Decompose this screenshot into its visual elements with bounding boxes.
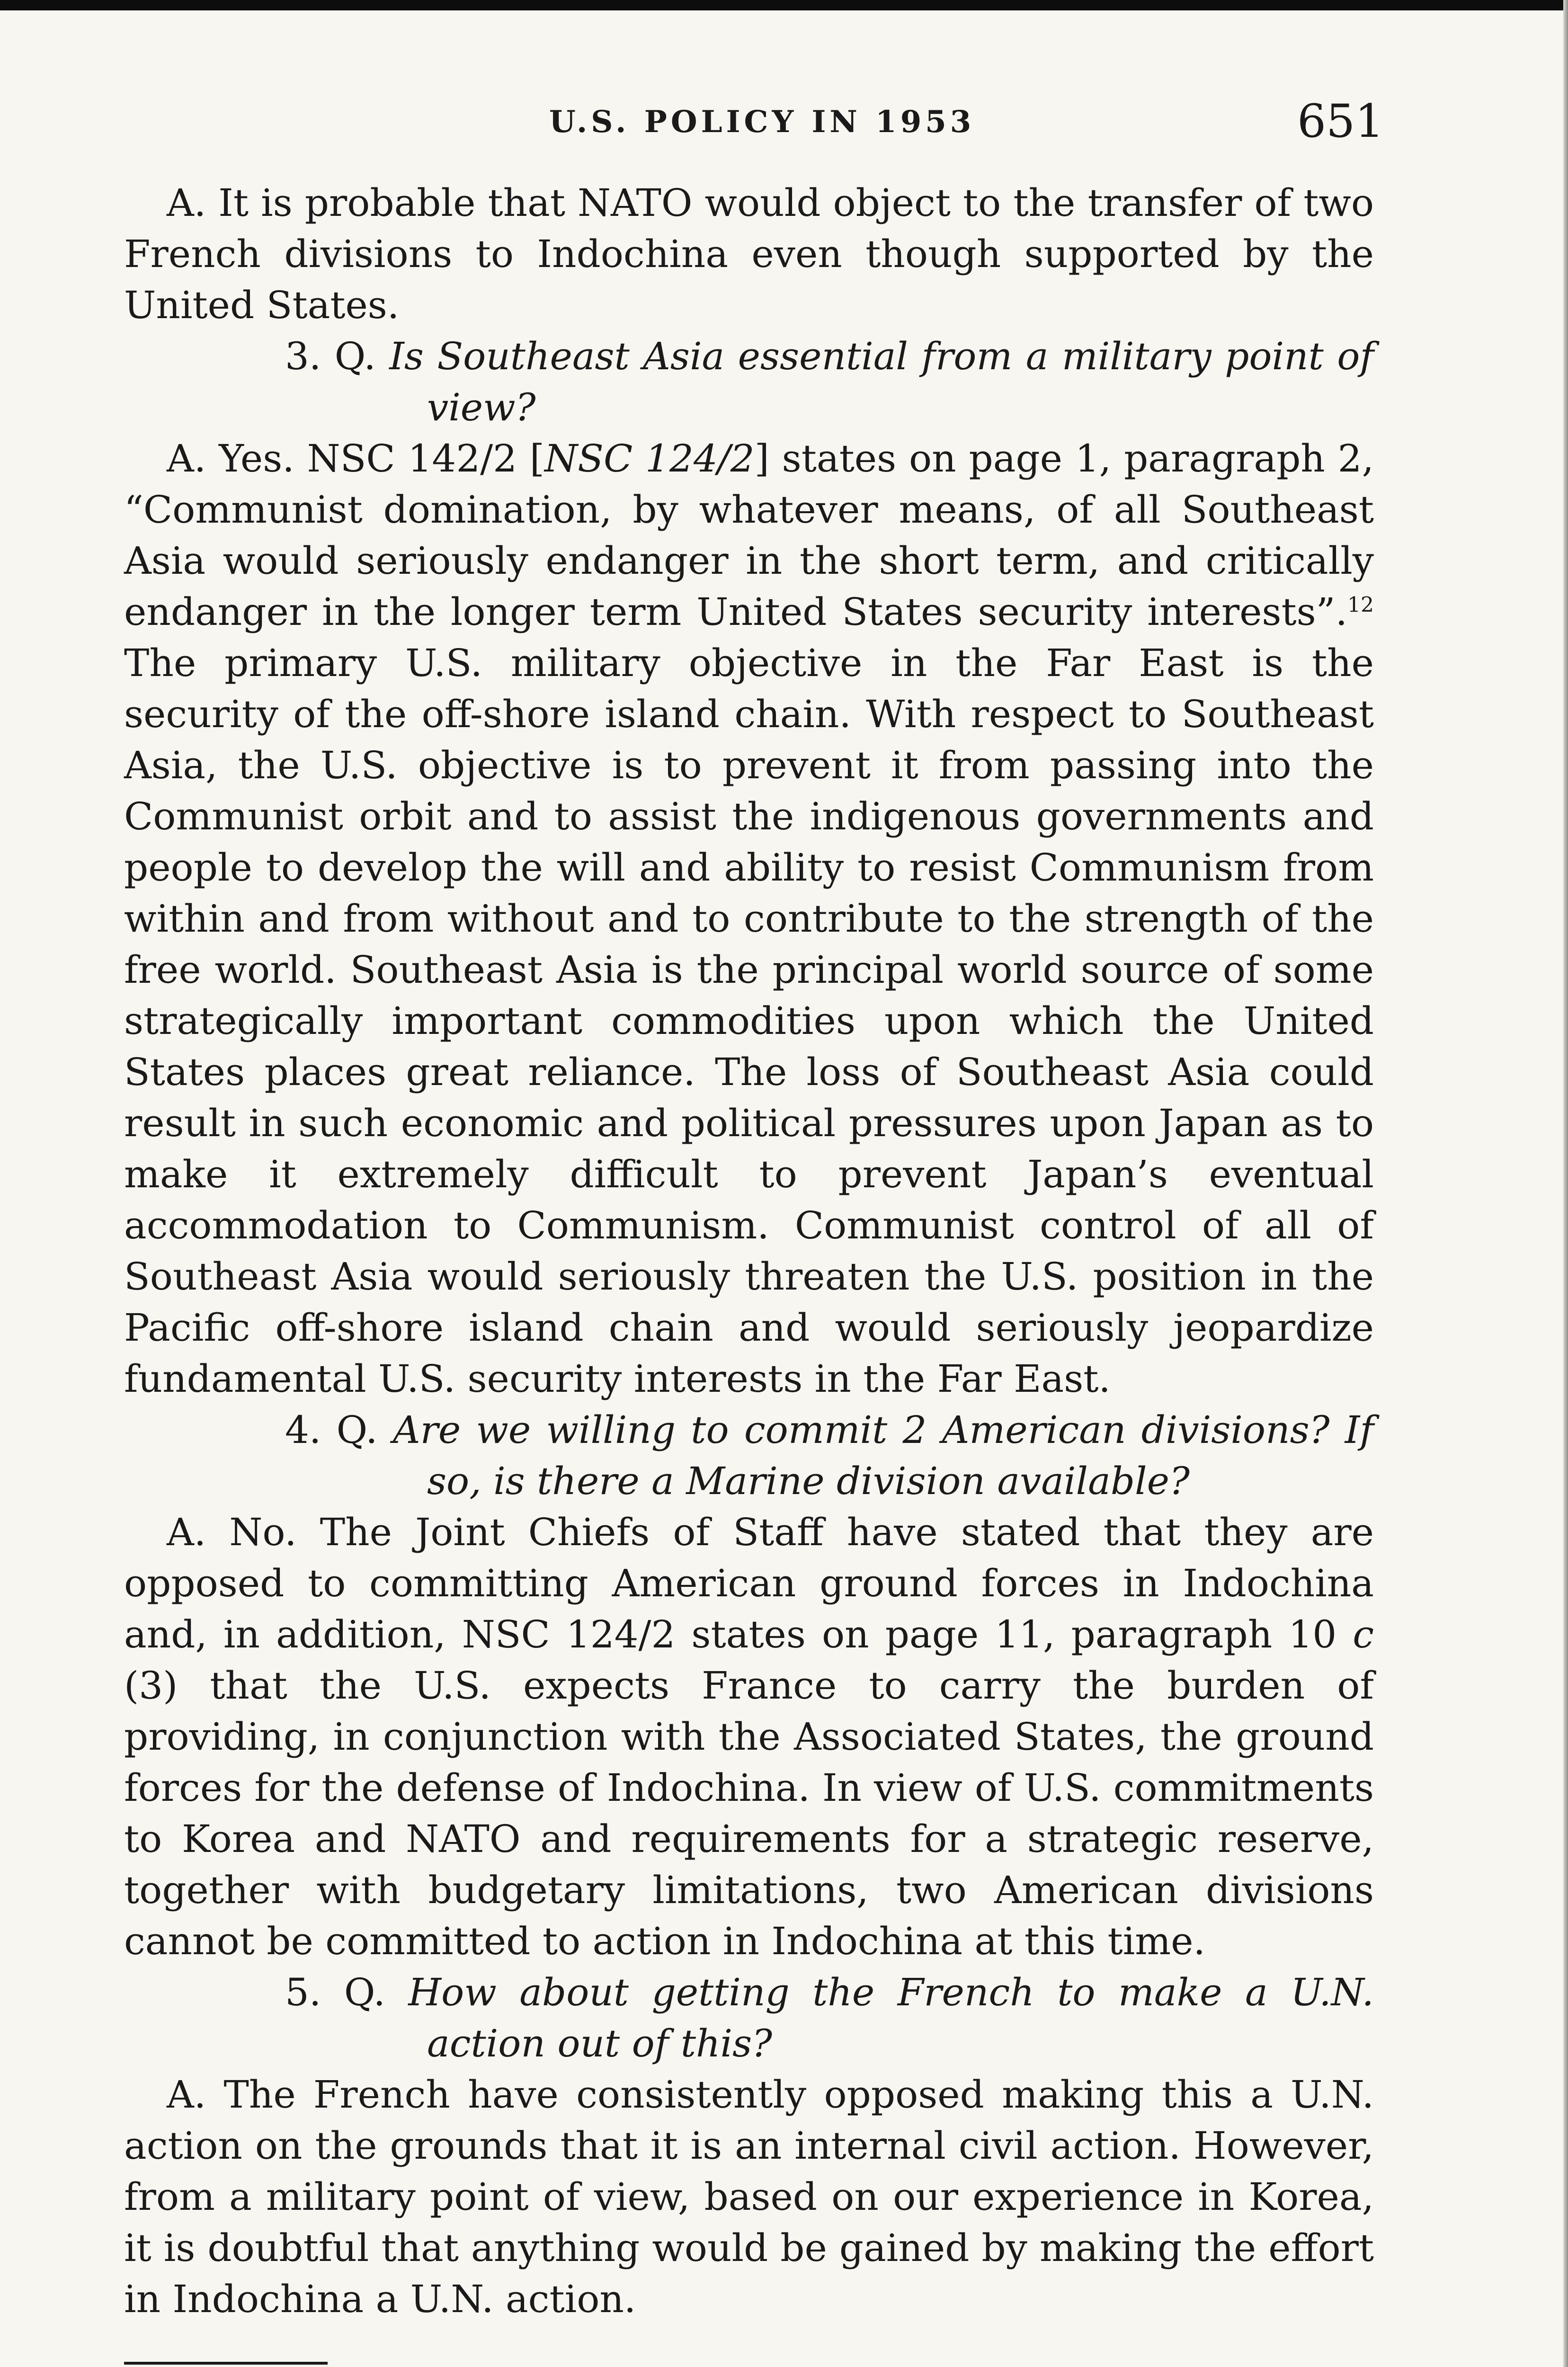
answer-3-nsc-ref: NSC 124/2: [544, 436, 755, 481]
question-3-text: Is Southeast Asia essential from a military point of view?: [389, 334, 1374, 429]
footnote-ref-12: 12: [1347, 593, 1374, 617]
page-body: [124, 178, 1374, 2367]
question-4-number: 4. Q.: [285, 1408, 378, 1452]
top-edge-rule: [0, 0, 1568, 10]
answer-4-subparagraph: c: [1353, 1612, 1374, 1656]
question-4: [124, 1405, 1374, 1507]
question-3: [124, 331, 1374, 433]
question-3-number: 3. Q.: [285, 334, 376, 378]
answer-3-start: A. Yes. NSC 142/2 [: [167, 436, 545, 481]
answer-4-start: A. No. The Joint Chiefs of Staff have stated that they are opposed to committing American ground forces in Indochina and, in addition, NSC 124/2 states on page 11, paragraph 10: [124, 1510, 1374, 1656]
question-5: [124, 1967, 1374, 2069]
footnote-divider: [124, 2362, 328, 2365]
answer-4-end: (3) that the U.S. expects France to carry the burden of providing, in conjunction with the Associated States, the ground forces for the defense of Indochina. In view of U.S. commitments to Korea and NATO and requirements for a strategic reserve, together with budgetary limitations, two American divisions cannot be committed to action in Indochina at this time.: [124, 1664, 1374, 1963]
paragraph-answer-3: [124, 433, 1374, 1405]
question-5-text: How about getting the French to make a U.N. action out of this?: [408, 1970, 1374, 2065]
page-header: [0, 95, 1568, 151]
running-head: U.S. POLICY IN 1953: [549, 104, 975, 140]
paragraph-answer-4: [124, 1507, 1374, 1967]
paragraph-answer-5: A. The French have consistently opposed making this a U.N. action on the grounds that it is an internal civil action. However, from a military point of view, based on our experience in Korea, it is doubtful that anything would be gained by making the effort in Indochina a U.N. action.: [124, 2073, 1374, 2321]
page-number: 651: [1297, 95, 1384, 148]
answer-3-end: The primary U.S. military objective in the Far East is the security of the off-shore island chain. With respect to Southeast Asia, the U.S. objective is to prevent it from passing into the Communist orbit and to assist the indigenous governments and people to develop the will and ability to resist Communism from within and from without and to contribute to the strength of the free world. Southeast Asia is the principal world source of some strategically important commodities upon which the United States places great reliance. The loss of Southeast Asia could result in such economic and political pressures upon Japan as to make it extremely difficult to prevent Japan’s eventual accommodation to Communism. Communist control of all of Southeast Asia would seriously threaten the U.S. position in the Pacific off-shore island chain and would seriously jeopardize fundamental U.S. security interests in the Far East.: [124, 641, 1374, 1401]
answer-3-mid: ] states on page 1, paragraph 2, “Communist domination, by whatever means, of all Southeast Asia would seriously endanger in the short term, and critically endanger in the longer term United States security interests”.: [124, 436, 1374, 634]
paragraph-answer-2: A. It is probable that NATO would object to the transfer of two French divisions to Indochina even though supported by the United States.: [124, 181, 1374, 327]
page-edge-shadow: [1563, 0, 1568, 2367]
question-4-text: Are we willing to commit 2 American divisions? If so, is there a Marine division available?: [392, 1408, 1374, 1503]
question-5-number: 5. Q.: [285, 1970, 385, 2014]
